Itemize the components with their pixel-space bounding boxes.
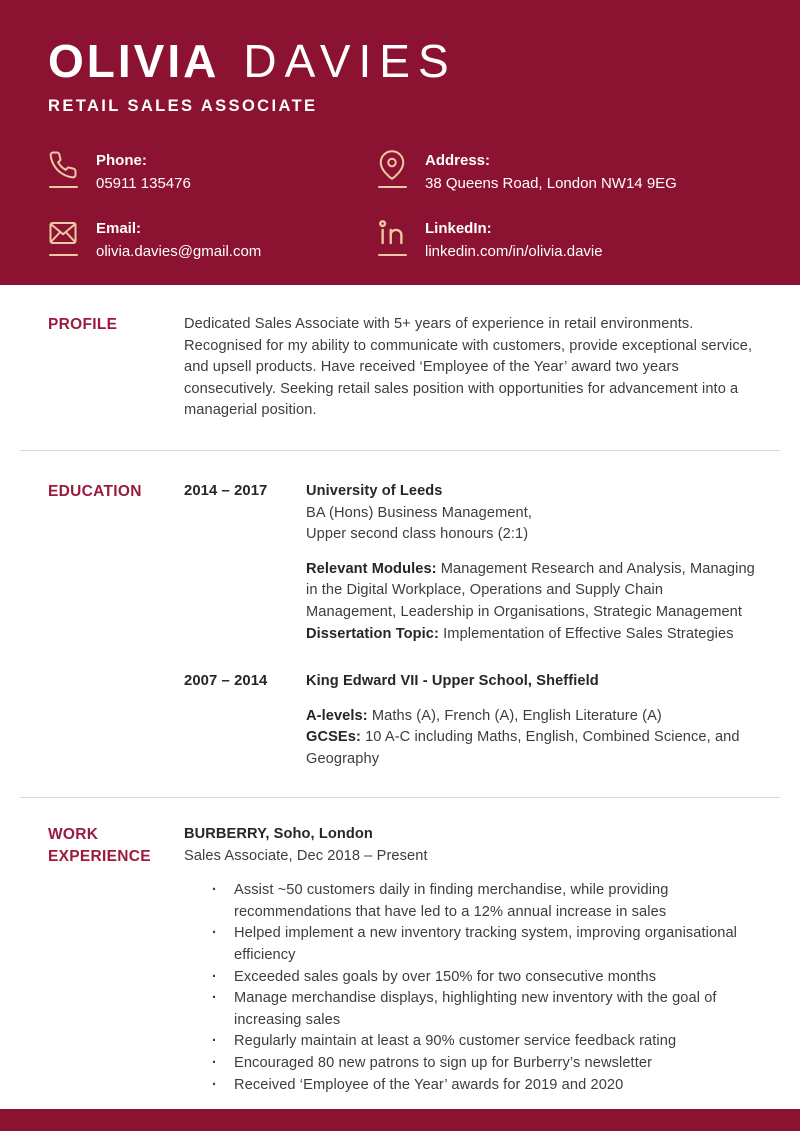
icon-underline bbox=[378, 186, 407, 188]
achievement-item: · Assist ~50 customers daily in finding merchandise, while providing recommendations that have led to a 12% annual increase in sales bbox=[184, 880, 755, 923]
address-value: 38 Queens Road, London NW14 9EG bbox=[425, 175, 677, 192]
education-entry bbox=[184, 481, 755, 645]
gcses: GCSEs: 10 A-C including Maths, English, Combined Science, and Geography bbox=[306, 729, 740, 767]
honours-line: Upper second class honours (2:1) bbox=[306, 526, 529, 543]
contact-phone bbox=[48, 150, 377, 194]
employer-name: BURBERRY, Soho, London bbox=[184, 826, 373, 842]
linkedin-icon bbox=[377, 218, 407, 256]
institution-name: King Edward VII - Upper School, Sheffield bbox=[306, 673, 599, 690]
contact-address bbox=[377, 150, 770, 194]
achievement-item: · Received ‘Employee of the Year’ awards for 2019 and 2020 bbox=[184, 1075, 755, 1097]
icon-underline bbox=[49, 186, 78, 188]
job-title: RETAIL SALES ASSOCIATE bbox=[48, 97, 318, 115]
email-label: Email: bbox=[96, 220, 142, 237]
contact-linkedin bbox=[377, 218, 770, 262]
section-divider bbox=[20, 797, 780, 798]
profile-section bbox=[48, 314, 755, 422]
icon-underline bbox=[49, 254, 78, 256]
work-experience-heading: WORK EXPERIENCE bbox=[48, 826, 151, 865]
education-dates: 2007 – 2014 bbox=[184, 673, 268, 690]
education-section bbox=[48, 481, 755, 771]
envelope-icon bbox=[48, 218, 78, 256]
role-line: Sales Associate, Dec 2018 – Present bbox=[184, 847, 428, 864]
achievement-item: · Helped implement a new inventory tracking system, improving organisational efficiency bbox=[184, 923, 755, 966]
last-name: DAVIES bbox=[243, 35, 457, 87]
relevant-modules: Relevant Modules: Management Research and Analysis, Managing in the Digital Workplace, Operations and Supply Chain Management, Leadership in Organisations, Strategic Management bbox=[306, 560, 755, 620]
achievement-item: · Exceeded sales goals by over 150% for two consecutive months bbox=[184, 967, 755, 989]
education-heading: EDUCATION bbox=[48, 483, 142, 500]
icon-underline bbox=[378, 254, 407, 256]
achievement-item: · Manage merchandise displays, highlighting new inventory with the goal of increasing sales bbox=[184, 988, 755, 1031]
achievement-item: · Encouraged 80 new patrons to sign up for Burberry’s newsletter bbox=[184, 1053, 755, 1075]
institution-name: University of Leeds bbox=[306, 483, 443, 499]
dissertation-topic: Dissertation Topic: Implementation of Effective Sales Strategies bbox=[306, 625, 734, 642]
contact-grid bbox=[48, 150, 770, 262]
address-label: Address: bbox=[425, 152, 491, 169]
education-dates: 2014 – 2017 bbox=[184, 483, 268, 499]
a-levels: A-levels: Maths (A), French (A), English Literature (A) bbox=[306, 707, 662, 724]
achievement-list bbox=[184, 880, 755, 1096]
phone-icon bbox=[48, 150, 78, 188]
phone-label: Phone: bbox=[96, 152, 147, 169]
section-divider bbox=[20, 450, 780, 451]
phone-value: 05911 135476 bbox=[96, 175, 191, 192]
profile-text: Dedicated Sales Associate with 5+ years of experience in retail environments. Recognised for my ability to communicate with customers, provide exceptional service, and upsell products. Have received ‘Employee of the Year’ award two years consecutively. Seeking retail sales position with opportunities for advancement into a managerial position. bbox=[184, 316, 753, 419]
email-value: olivia.davies@gmail.com bbox=[96, 243, 262, 260]
linkedin-value: linkedin.com/in/olivia.davie bbox=[425, 243, 603, 260]
footer-accent-bar bbox=[0, 1109, 800, 1131]
first-name: OLIVIA bbox=[48, 35, 220, 87]
education-entry bbox=[184, 671, 755, 770]
degree-line: BA (Hons) Business Management, bbox=[306, 504, 533, 521]
profile-heading: PROFILE bbox=[48, 316, 118, 333]
map-pin-icon bbox=[377, 150, 407, 188]
linkedin-label: LinkedIn: bbox=[425, 220, 492, 237]
header-banner bbox=[0, 0, 800, 285]
contact-email bbox=[48, 218, 377, 262]
work-experience-section bbox=[48, 824, 755, 1096]
candidate-name bbox=[48, 34, 457, 88]
achievement-item: · Regularly maintain at least a 90% customer service feedback rating bbox=[184, 1031, 755, 1053]
